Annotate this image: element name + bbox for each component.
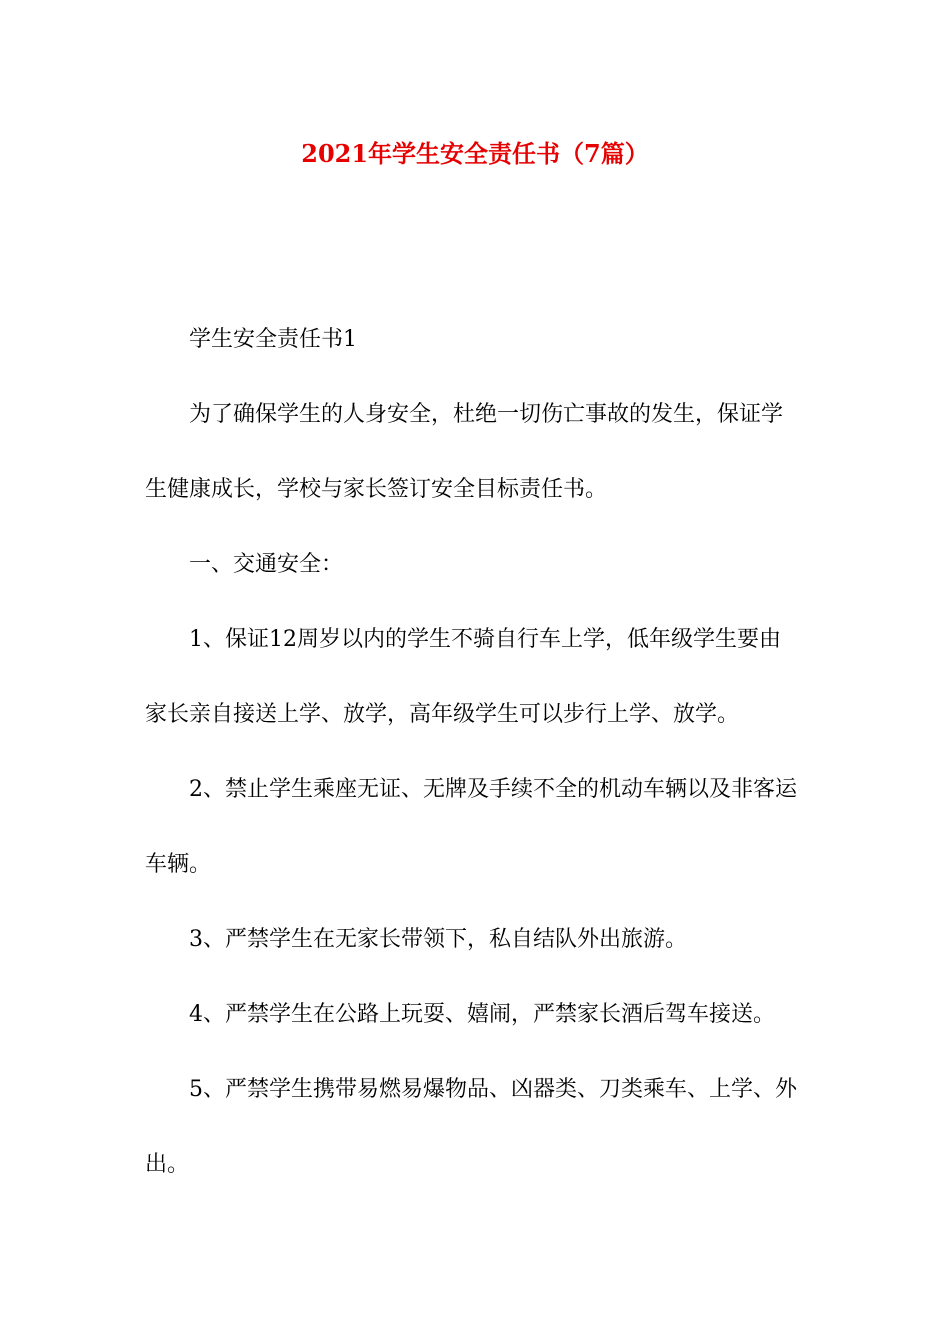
paragraph-line: 4、严禁学生在公路上玩耍、嬉闹，严禁家长酒后驾车接送。 xyxy=(189,1002,775,1027)
section-heading: 学生安全责任书1 xyxy=(189,327,357,352)
paragraph-line: 3、严禁学生在无家长带领下，私自结队外出旅游。 xyxy=(189,927,687,952)
paragraph-line: 家长亲自接送上学、放学，高年级学生可以步行上学、放学。 xyxy=(145,702,740,727)
paragraph-line: 为了确保学生的人身安全，杜绝一切伤亡事故的发生，保证学 xyxy=(189,402,784,427)
paragraph-line: 1、保证12周岁以内的学生不骑自行车上学，低年级学生要由 xyxy=(189,627,781,652)
paragraph-line: 生健康成长，学校与家长签订安全目标责任书。 xyxy=(145,477,608,502)
subheading-line: 一、交通安全： xyxy=(189,552,344,577)
paragraph-line: 出。 xyxy=(145,1152,190,1177)
paragraph-line: 5、严禁学生携带易燃易爆物品、凶器类、刀类乘车、上学、外 xyxy=(189,1077,797,1102)
document-title: 2021年学生安全责任书（7篇） xyxy=(301,139,649,168)
paragraph-line: 车辆。 xyxy=(145,852,212,877)
paragraph-line: 2、禁止学生乘座无证、无牌及手续不全的机动车辆以及非客运 xyxy=(189,777,797,802)
